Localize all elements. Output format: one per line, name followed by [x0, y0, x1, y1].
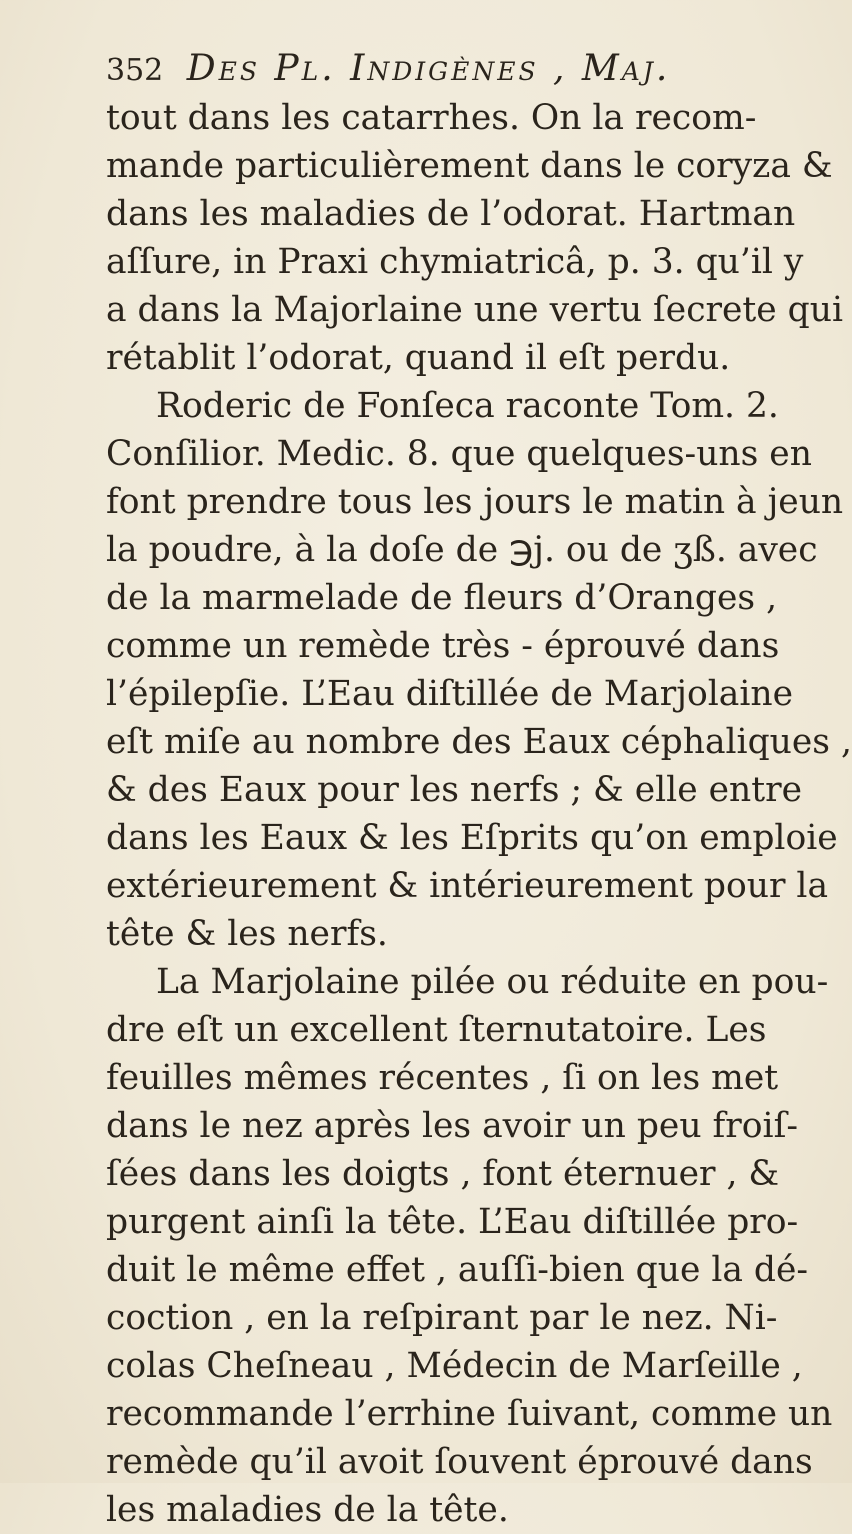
text-line: dre eſt un excellent ſternutatoire. Les: [106, 1010, 767, 1050]
text-line: La Marjolaine pilée ou réduite en pou-: [156, 962, 829, 1002]
page-number: 352: [106, 53, 164, 88]
text-line: font prendre tous les jours le matin à jeun: [106, 482, 844, 522]
text-line: tête & les nerfs.: [106, 914, 388, 954]
text-line: Roderic de Fonſeca raconte Tom. 2.: [156, 386, 779, 426]
text-line: Conſilior. Medic. 8. que quelques-uns en: [106, 434, 812, 474]
running-title: Des Pl. Indigènes , Maj.: [186, 48, 671, 89]
page-header: [106, 42, 766, 96]
body-text: [106, 94, 852, 1534]
text-line: tout dans les catarrhes. On la recom-: [106, 98, 757, 138]
text-line: comme un remède très - éprouvé dans: [106, 626, 780, 666]
text-line: coction , en la reſpirant par le nez. Ni-: [106, 1298, 778, 1338]
text-line: mande particulièrement dans le coryza &: [106, 146, 833, 186]
text-line: dans les Eaux & les Eſprits qu’on emploie: [106, 818, 838, 858]
text-line: colas Cheſneau , Médecin de Marſeille ,: [106, 1346, 803, 1386]
text-line: de la marmelade de fleurs d’Oranges ,: [106, 578, 778, 618]
text-line: purgent ainſi la tête. L’Eau diſtillée pro-: [106, 1202, 799, 1242]
text-line: extérieurement & intérieurement pour la: [106, 866, 829, 906]
text-line: duit le même effet , auſſi-bien que la dé-: [106, 1250, 809, 1290]
text-line: ſées dans les doigts , font éternuer , &: [106, 1154, 780, 1194]
text-line: feuilles mêmes récentes , ſi on les met: [106, 1058, 779, 1098]
text-line: aſſure, in Praxi chymiatricâ, p. 3. qu’il y: [106, 242, 804, 282]
text-line: rétablit l’odorat, quand il eſt perdu.: [106, 338, 731, 378]
text-line: les maladies de la tête.: [106, 1490, 509, 1530]
text-line: l’épilepſie. L’Eau diſtillée de Marjolaine: [106, 674, 794, 714]
text-line: a dans la Majorlaine une vertu ſecrete qui: [106, 290, 844, 330]
text-line: la poudre, à la doſe de ℈j. ou de ʒß. avec: [106, 530, 818, 570]
text-line: & des Eaux pour les nerfs ; & elle entre: [106, 770, 803, 810]
text-line: recommande l’errhine ſuivant, comme un: [106, 1394, 833, 1434]
text-line: dans les maladies de l’odorat. Hartman: [106, 194, 796, 234]
text-line: remède qu’il avoit ſouvent éprouvé dans: [106, 1442, 813, 1482]
text-line: dans le nez après les avoir un peu froiſ-: [106, 1106, 799, 1146]
text-line: eſt miſe au nombre des Eaux céphaliques ,: [106, 722, 852, 762]
